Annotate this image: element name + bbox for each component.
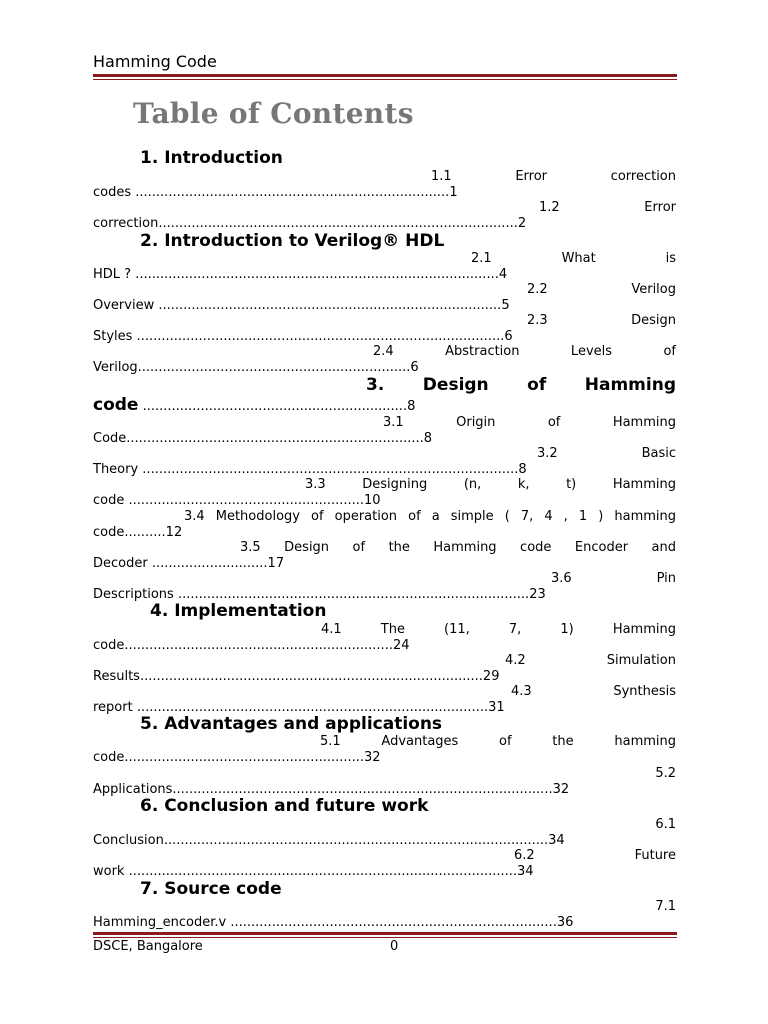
toc-entry-3-2 [93,446,676,477]
section-1-heading: 1. Introduction [140,148,283,168]
toc-entry-6-1 [93,817,676,848]
toc-entry-line: 5.1 Advantages of the hamming [320,734,676,749]
running-header: Hamming Code [93,52,217,71]
toc-entry-3-6 [93,571,676,602]
toc-entry-line: Theory ...........................................................................................8 [93,461,527,477]
toc-entry-7-1 [93,899,676,930]
section-3-heading-line [93,396,676,416]
toc-entry-line: 3.5 Design of the Hamming code Encoder and [240,540,676,555]
section-3-heading [93,375,676,416]
toc-entry-2-2 [93,282,676,313]
section-2-heading: 2. Introduction to Verilog® HDL [140,231,445,251]
section-3-page-leader: ................................................................8 [138,399,416,414]
toc-entry-line: HDL ? ........................................................................................4 [93,266,508,282]
toc-entry-3-4 [93,509,676,540]
footer-page-number: 0 [390,939,399,954]
toc-entry-6-2 [93,848,676,879]
toc-entry-3-1 [93,415,676,446]
section-6-heading: 6. Conclusion and future work [140,796,429,816]
toc-entry-line: 4.1 The (11, 7, 1) Hamming [321,622,676,637]
section-5-heading: 5. Advantages and applications [140,714,443,734]
toc-entry-line: code..........12 [93,524,183,540]
toc-entry-2-1 [93,251,676,282]
toc-entry-line: Styles .........................................................................................6 [93,328,513,344]
toc-entry-line: 5.2 [655,766,676,781]
toc-entry-line: Results...................................................................................29 [93,668,500,684]
toc-entry-line: code.................................................................24 [93,637,410,653]
toc-entry-line: work ..............................................................................................34 [93,863,534,879]
toc-entry-line: Verilog..................................................................6 [93,359,419,375]
toc-entry-line: code..........................................................32 [93,749,381,765]
toc-entry-4-2 [93,653,676,684]
toc-entry-line: Code........................................................................8 [93,430,433,446]
toc-entry-5-2 [93,766,676,797]
toc-entry-line: 7.1 [655,899,676,914]
toc-entry-line: code .........................................................10 [93,492,381,508]
toc-entry-line: Hamming_encoder.v ...............................................................................36 [93,914,574,930]
toc-entry-5-1 [93,734,676,765]
toc-entry-3-5 [93,540,676,571]
toc-entry-line: 2.3 Design [527,313,676,328]
section-3-heading-tail: code [93,395,139,415]
toc-entry-line: Overview ...................................................................................5 [93,297,510,313]
toc-entry-line: 1.1 Error correction [431,169,676,184]
toc-entry-line: Applications............................................................................................32 [93,781,570,797]
toc-entry-line: codes ............................................................................1 [93,184,458,200]
toc-entry-line: report .....................................................................................31 [93,699,505,715]
toc-entry-1-2 [93,200,676,231]
toc-entry-2-3 [93,313,676,344]
toc-entry-line: 2.4 Abstraction Levels of [373,344,676,359]
toc-entry-line: correction.......................................................................................2 [93,215,527,231]
toc-entry-line: 3.2 Basic [537,446,676,461]
toc-entry-1-1 [93,169,676,200]
toc-entry-line: 6.2 Future [514,848,676,863]
section-7-heading: 7. Source code [140,879,282,899]
toc-entry-line: 3.3 Designing (n, k, t) Hamming [305,477,676,492]
toc-entry-line: Decoder ............................17 [93,555,285,571]
toc-entry-line: 4.2 Simulation [505,653,676,668]
toc-entry-line: 2.1 What is [471,251,676,266]
footer-institution: DSCE, Bangalore [93,939,203,954]
toc-entry-line: 6.1 [655,817,676,832]
toc-entry-line: 3.1 Origin of Hamming [383,415,676,430]
toc-entry-line: Descriptions .....................................................................................23 [93,586,546,602]
toc-entry-line: 2.2 Verilog [527,282,676,297]
section-3-heading-line: 3. Design of Hamming [366,375,676,395]
toc-entry-3-3 [93,477,676,508]
toc-entry-4-3 [93,684,676,715]
header-rule [93,74,677,80]
toc-entry-line: 3.4 Methodology of operation of a simple ( 7, 4 , 1 ) hamming [184,509,676,524]
footer-rule [93,932,677,938]
toc-entry-line: 3.6 Pin [551,571,676,586]
toc-entry-4-1 [93,622,676,653]
toc-entry-2-4 [93,344,676,375]
toc-entry-line: 1.2 Error [539,200,676,215]
section-4-heading: 4. Implementation [150,601,327,621]
toc-title: Table of Contents [133,97,414,130]
toc-entry-line: 4.3 Synthesis [511,684,676,699]
toc-entry-line: Conclusion.............................................................................................34 [93,832,565,848]
